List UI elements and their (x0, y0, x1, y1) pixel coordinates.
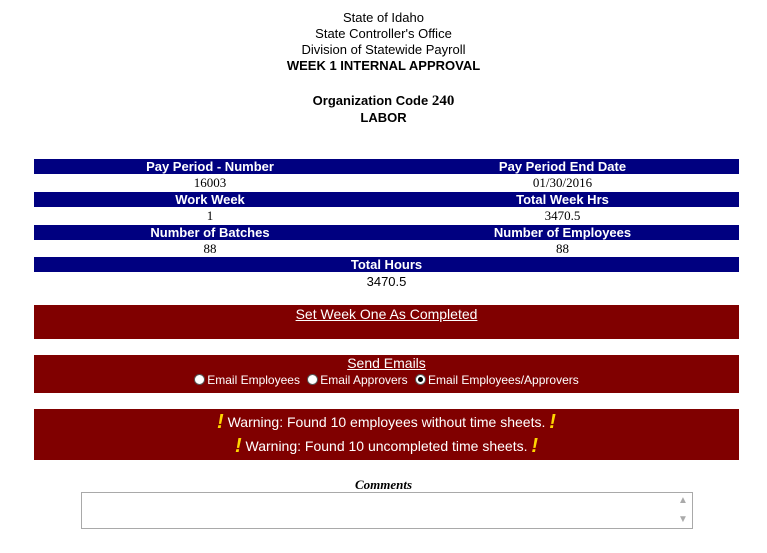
summary-value-row-3 (34, 241, 739, 256)
total-hours-label: Total Hours (350, 257, 423, 272)
send-emails-link[interactable]: Send Emails (347, 355, 426, 371)
comments-label: Comments (354, 477, 413, 492)
scroll-up-icon[interactable]: ▲ (678, 495, 688, 506)
total-week-hrs-value: 3470.5 (544, 208, 581, 223)
summary-value-row-4 (34, 274, 739, 289)
summary-header-row-3 (34, 225, 739, 240)
warnings-panel (34, 409, 739, 460)
summary-value-row-2 (34, 208, 739, 223)
warning-item (34, 434, 739, 458)
number-of-employees-value: 88 (556, 241, 569, 256)
work-week-label: Work Week (175, 192, 245, 207)
email-employees-approvers-label[interactable]: Email Employees/Approvers (428, 373, 579, 387)
warning-icon: ! (234, 435, 242, 457)
email-options (34, 372, 739, 388)
summary-header-row-1 (34, 159, 739, 174)
organization-code-label: Organization Code (312, 93, 429, 108)
warning-icon: ! (549, 411, 556, 433)
number-of-batches-label: Number of Batches (150, 225, 270, 240)
send-emails-panel (34, 355, 739, 393)
organization-code (0, 93, 767, 110)
set-week-completed-panel (34, 305, 739, 339)
email-employees-radio[interactable] (194, 374, 205, 385)
office-title: State Controller's Office (315, 26, 452, 41)
scroll-down-icon[interactable]: ▼ (678, 514, 688, 525)
page-title: WEEK 1 INTERNAL APPROVAL (286, 58, 481, 73)
number-of-employees-label: Number of Employees (493, 225, 632, 240)
division-title: Division of Statewide Payroll (301, 42, 466, 57)
email-approvers-radio[interactable] (307, 374, 318, 385)
total-week-hrs-label: Total Week Hrs (516, 192, 609, 207)
warning-text: Warning: Found 10 uncompleted time sheets. (245, 438, 528, 454)
agency-name: LABOR (360, 110, 407, 125)
warning-item (34, 410, 739, 434)
pay-period-end-date-label: Pay Period End Date (498, 159, 627, 174)
summary-header-row-2 (34, 192, 739, 207)
summary-header-row-4 (34, 257, 739, 272)
comments-textarea[interactable] (81, 492, 693, 529)
comments-value (82, 493, 692, 497)
number-of-batches-value: 88 (203, 241, 217, 256)
comments-scrollbar[interactable] (675, 493, 692, 528)
warning-text: Warning: Found 10 employees without time sheets. (227, 414, 546, 430)
pay-period-number-value: 16003 (193, 175, 227, 190)
email-employees-approvers-radio[interactable] (415, 374, 426, 385)
email-approvers-label[interactable]: Email Approvers (320, 373, 408, 387)
pay-period-number-label: Pay Period - Number (146, 159, 274, 174)
work-week-value: 1 (206, 208, 214, 223)
email-employees-label[interactable]: Email Employees (207, 373, 300, 387)
warning-icon: ! (217, 411, 224, 433)
total-hours-value: 3470.5 (366, 274, 407, 289)
pay-period-end-date-value: 01/30/2016 (532, 175, 593, 190)
summary-value-row-1 (34, 175, 739, 190)
state-title: State of Idaho (343, 10, 424, 25)
set-week-completed-link[interactable]: Set Week One As Completed (295, 306, 478, 322)
warning-icon: ! (531, 435, 539, 457)
organization-code-value: 240 (431, 93, 455, 109)
